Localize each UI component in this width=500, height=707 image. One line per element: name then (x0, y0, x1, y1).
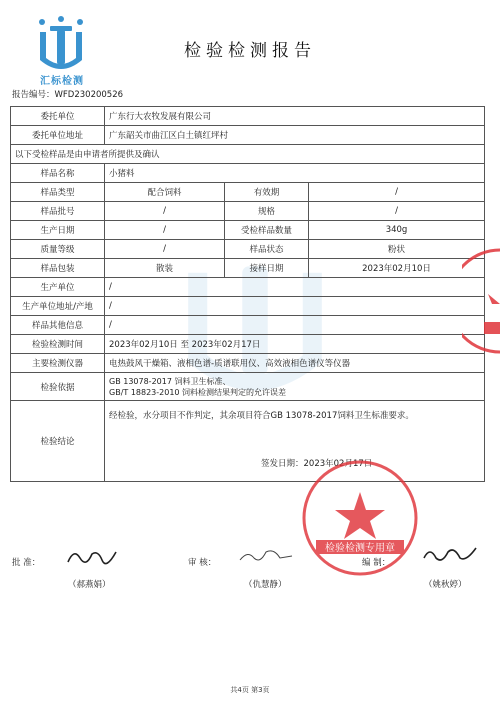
validity-label: 有效期 (225, 183, 309, 202)
prod-date-value: / (105, 221, 225, 240)
row-address (11, 126, 485, 145)
address-value: 广东韶关市曲江区白土镇红坪村 (105, 126, 485, 145)
prod-date-label: 生产日期 (11, 221, 105, 240)
basis-value (105, 373, 485, 401)
row-period (11, 335, 485, 354)
compile-signature (420, 542, 480, 566)
sample-type-label: 样品类型 (11, 183, 105, 202)
sample-name-value: 小猪料 (105, 164, 485, 183)
maker-label: 生产单位 (11, 278, 105, 297)
maker-addr-label: 生产单位地址/产地 (11, 297, 105, 316)
edge-seal (462, 246, 500, 356)
review-signature (236, 544, 296, 568)
grade-label: 质量等级 (11, 240, 105, 259)
row-sample-type (11, 183, 485, 202)
row-prod-date (11, 221, 485, 240)
review-label: 审 核： (188, 558, 217, 568)
address-label: 委托单位地址 (11, 126, 105, 145)
document-title: 检验检测报告 (184, 41, 316, 61)
batch-value: / (105, 202, 225, 221)
row-basis (11, 373, 485, 401)
period-label: 检验检测时间 (11, 335, 105, 354)
row-pack (11, 259, 485, 278)
compile-name: （姚秋婷） (424, 580, 467, 590)
seal-text: 检验检测专用章 (325, 543, 395, 554)
page-number: 共4页 第3页 (230, 686, 270, 694)
compile-label: 编 制： (362, 558, 391, 568)
recv-value: 2023年02月10日 (309, 259, 485, 278)
validity-value: / (309, 183, 485, 202)
state-value: 粉状 (309, 240, 485, 259)
row-other (11, 316, 485, 335)
concl-label: 检验结论 (11, 401, 105, 482)
sample-name-label: 样品名称 (11, 164, 105, 183)
row-sample-name (11, 164, 485, 183)
basis-label: 检验依据 (11, 373, 105, 401)
qty-label: 受检样品数量 (225, 221, 309, 240)
instr-label: 主要检测仪器 (11, 354, 105, 373)
client-value: 广东行大农牧发展有限公司 (105, 107, 485, 126)
qty-value: 340g (309, 221, 485, 240)
state-label: 样品状态 (225, 240, 309, 259)
client-label: 委托单位 (11, 107, 105, 126)
other-value: / (105, 316, 485, 335)
report-number: 报告编号：WFD230200526 (12, 90, 124, 100)
row-client (11, 107, 485, 126)
row-grade (11, 240, 485, 259)
basis-line-2: GB/T 18823-2010 饲料检测结果判定的允许误差 (109, 387, 287, 397)
review-name: （仇慧静） (244, 580, 287, 590)
row-maker-addr (11, 297, 485, 316)
approve-label: 批 准： (12, 558, 41, 568)
spec-value: / (309, 202, 485, 221)
pack-label: 样品包装 (11, 259, 105, 278)
maker-value: / (105, 278, 485, 297)
period-value: 2023年02月10日 至 2023年02月17日 (105, 335, 485, 354)
instr-value: 电热鼓风干燥箱、液相色谱-质谱联用仪、高效液相色谱仪等仪器 (105, 354, 485, 373)
other-label: 样品其他信息 (11, 316, 105, 335)
row-note (11, 145, 485, 164)
batch-label: 样品批号 (11, 202, 105, 221)
sample-note: 以下受检样品是由申请者所提供及确认 (11, 145, 485, 164)
maker-addr-value: / (105, 297, 485, 316)
concl-text: 经检验，水分项目不作判定，其余项目符合GB 13078-2017饲料卫生标准要求。 (109, 411, 414, 421)
row-instruments (11, 354, 485, 373)
pack-value: 散装 (105, 259, 225, 278)
concl-cell (105, 401, 485, 482)
approve-signature (64, 544, 124, 568)
grade-value: / (105, 240, 225, 259)
logo-text: 汇标检测 (40, 76, 84, 87)
issue-date: 签发日期：2023年02月17日 (261, 459, 373, 469)
row-batch (11, 202, 485, 221)
spec-label: 规格 (225, 202, 309, 221)
basis-line-1: GB 13078-2017 饲料卫生标准、 (109, 376, 231, 386)
report-table (10, 106, 485, 482)
official-seal (300, 458, 420, 578)
recv-label: 接样日期 (225, 259, 309, 278)
approve-name: （郝燕娟） (68, 580, 111, 590)
row-maker (11, 278, 485, 297)
sample-type-value: 配合饲料 (105, 183, 225, 202)
